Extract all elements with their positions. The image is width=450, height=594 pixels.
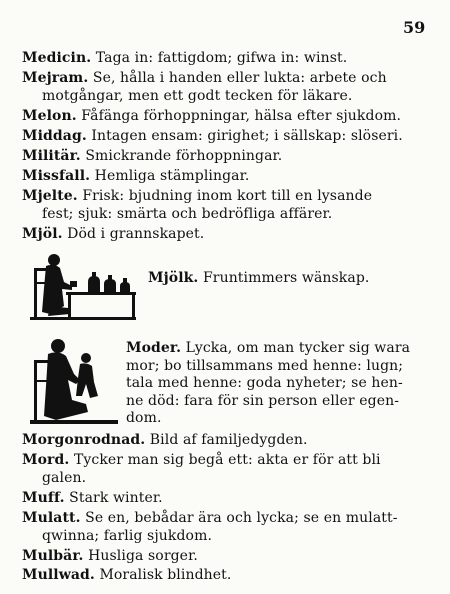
page-number: 59: [403, 18, 426, 37]
entry-mejram: [22, 70, 442, 105]
entry-headword: Mjölk.: [148, 270, 199, 286]
entry-militar: [22, 148, 442, 166]
entry-text: Se, hålla i handen eller lukta: arbete och: [92, 70, 387, 86]
entry-headword: Missfall.: [22, 168, 91, 184]
entry-middag: [22, 128, 442, 146]
entry-melon: [22, 108, 442, 126]
entry-missfall: [22, 168, 442, 186]
entry-headword: Morgonrodnad.: [22, 432, 146, 448]
vignette-mother-with-child-image: [28, 334, 120, 426]
entry-moder: [126, 340, 442, 428]
entry-text: Bild af familjedygden.: [149, 432, 308, 448]
entry-text: Husliga sorger.: [88, 548, 198, 564]
entry-mulatt: [22, 510, 442, 545]
entry-headword: Medicin.: [22, 50, 92, 66]
entry-text: Fruntimmers wänskap.: [202, 270, 370, 286]
entry-text: Moralisk blindhet.: [99, 567, 232, 583]
entry-text: Fåfänga förhoppningar, hälsa efter sjukdom.: [81, 108, 402, 124]
entry-mord: [22, 452, 442, 487]
entry-continuation: motgångar, men ett godt tecken för läkare.: [42, 87, 353, 104]
entry-headword: Mejram.: [22, 70, 89, 86]
entry-mjolk: [148, 270, 438, 288]
entry-continuation: dom.: [126, 410, 162, 426]
entry-text: Stark winter.: [69, 490, 163, 506]
entry-text: Intagen ensam: girighet; i sällskap: slöseri.: [91, 128, 403, 144]
entry-text: Död i grannskapet.: [67, 226, 205, 242]
entry-headword: Mulatt.: [22, 510, 81, 526]
entry-text: Smickrande förhoppningar.: [85, 148, 283, 164]
entry-headword: Mulbär.: [22, 548, 84, 564]
entry-headword: Militär.: [22, 148, 81, 164]
entry-mjelte: [22, 188, 442, 223]
entry-headword: Mjöl.: [22, 226, 63, 242]
entry-headword: Mjelte.: [22, 188, 78, 204]
entry-continuation: galen.: [42, 469, 87, 486]
entry-continuation: mor; bo tillsammans med henne: lugn;: [126, 357, 404, 374]
entry-medicin: [22, 50, 442, 68]
entry-text: Tycker man sig begå ett: akta er för att bli: [73, 452, 381, 468]
entry-mjol: [22, 226, 442, 244]
vignette-woman-with-jugs-image: [28, 248, 138, 320]
entry-mullwad: [22, 567, 442, 585]
entry-headword: Melon.: [22, 108, 77, 124]
entry-headword: Moder.: [126, 340, 182, 356]
entry-muff: [22, 490, 442, 508]
entry-morgonrodnad: [22, 432, 442, 450]
entry-headword: Mord.: [22, 452, 70, 468]
entry-continuation: qwinna; farlig sjukdom.: [42, 527, 212, 544]
entry-text: Lycka, om man tycker sig wara: [185, 340, 411, 356]
entry-text: Hemliga stämplingar.: [94, 168, 250, 184]
entry-text: Frisk: bjudning inom kort till en lysande: [82, 188, 373, 204]
entry-continuation: tala med henne: goda nyheter; se hen-: [126, 375, 403, 391]
entry-headword: Middag.: [22, 128, 87, 144]
entry-mulbar: [22, 548, 442, 566]
entry-headword: Mullwad.: [22, 567, 95, 583]
entry-continuation: fest; sjuk: smärta och bedröfliga affärer.: [42, 205, 333, 222]
entry-continuation: ne död: fara för sin person eller egen-: [126, 392, 400, 409]
entry-headword: Muff.: [22, 490, 65, 506]
entry-text: Se en, bebådar ära och lycka; se en mulatt-: [85, 510, 398, 526]
entry-text: Taga in: fattigdom; gifwa in: winst.: [95, 50, 348, 66]
